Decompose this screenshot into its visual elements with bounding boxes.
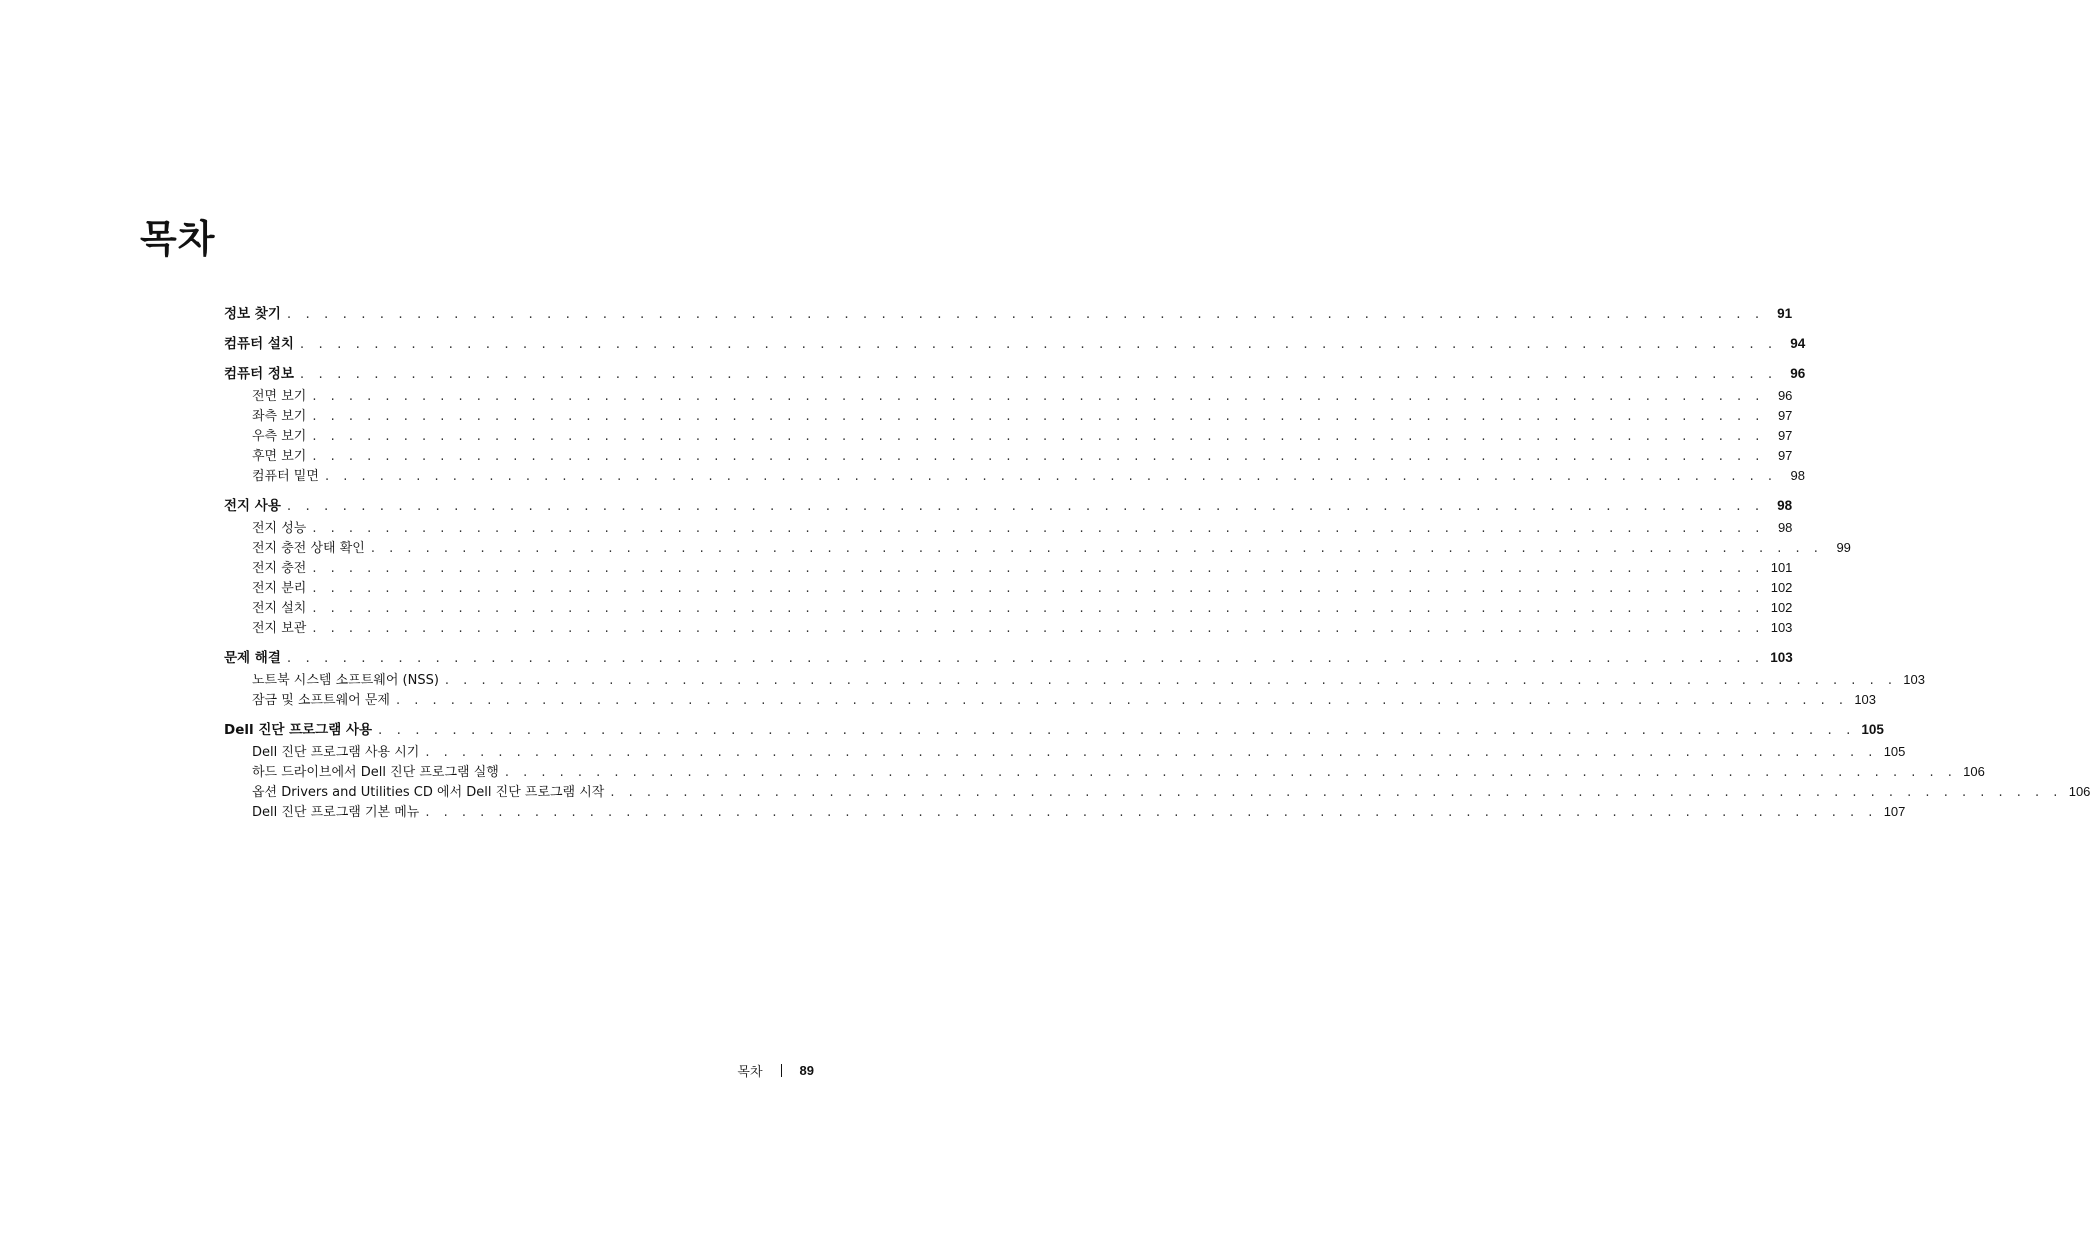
toc-section	[224, 334, 1806, 354]
dot-leader: . . . . . . . . . . . . . . . . . . . . . . . . . . . . . . . . . . . . . . . . . . . . . . . . . . . . . . . . . . . . . . . . . . . . . . . . . . . . . . . .	[312, 521, 1765, 536]
dot-leader: . . . . . . . . . . . . . . . . . . . . . . . . . . . . . . . . . . . . . . . . . . . . . . . . . . . . . . . . . . . . . . . . . . . . . . . . . . . . . . . .	[312, 389, 1765, 404]
toc-entry-page-number: 101	[1770, 560, 1793, 575]
toc-subsection-entry[interactable]	[224, 598, 1793, 618]
toc-subsection-entry[interactable]	[224, 406, 1793, 426]
toc-entry-label: 전지 설치	[252, 601, 307, 616]
footer-separator	[781, 1064, 782, 1077]
toc-entry-page-number: 103	[1770, 650, 1793, 665]
page-title: 목차	[140, 217, 216, 261]
toc-entry-label: 후면 보기	[252, 449, 307, 464]
toc-entry-label: 전면 보기	[252, 389, 307, 404]
toc-entry-label: 전지 충전 상태 확인	[252, 541, 365, 556]
toc-entry-label: 우측 보기	[252, 429, 307, 444]
footer-label: 목차	[737, 1065, 763, 1080]
toc-entry-page-number: 103	[1854, 692, 1877, 707]
toc-entry-page-number: 97	[1777, 408, 1793, 423]
dot-leader: . . . . . . . . . . . . . . . . . . . . . . . . . . . . . . . . . . . . . . . . . . . . . . . . . . . . . . . . . . . . . . . . . . . . . . . . . . . . . . . .	[312, 621, 1765, 636]
toc-section-entry[interactable]	[224, 496, 1793, 516]
toc-entry-label: 전지 분리	[252, 581, 307, 596]
toc-entry-page-number: 96	[1777, 388, 1793, 403]
toc-entry-page-number: 97	[1777, 428, 1793, 443]
toc-section-entry[interactable]	[224, 304, 1793, 324]
toc-entry-page-number: 107	[1883, 804, 1906, 819]
toc-subsection-entry[interactable]	[224, 762, 1985, 782]
toc-subsection-entry[interactable]	[224, 782, 2090, 802]
toc-entry-label: 전지 보관	[252, 621, 307, 636]
dot-leader: . . . . . . . . . . . . . . . . . . . . . . . . . . . . . . . . . . . . . . . . . . . . . . . . . . . . . . . . . . . . . . . . . . . . . . . . . . . . . . . .	[378, 722, 1856, 738]
toc-subsection-entry[interactable]	[224, 742, 1906, 762]
toc-subsection-entry[interactable]	[224, 578, 1793, 598]
toc-entry-page-number: 105	[1883, 744, 1906, 759]
dot-leader: . . . . . . . . . . . . . . . . . . . . . . . . . . . . . . . . . . . . . . . . . . . . . . . . . . . . . . . . . . . . . . . . . . . . . . . . . . . . . . . .	[444, 673, 1897, 688]
toc-entry-page-number: 98	[1790, 468, 1805, 483]
toc-entry-page-number: 102	[1770, 580, 1793, 595]
dot-leader: . . . . . . . . . . . . . . . . . . . . . . . . . . . . . . . . . . . . . . . . . . . . . . . . . . . . . . . . . . . . . . . . . . . . . . . . . . . . . . . .	[324, 469, 1777, 484]
toc-entry-label: 하드 드라이브에서 Dell 진단 프로그램 실행	[252, 765, 499, 780]
toc-entry-page-number: 98	[1777, 520, 1793, 535]
toc-entry-label: 옵션 Drivers and Utilities CD 에서 Dell 진단 프로그램 시작	[252, 785, 605, 800]
dot-leader: . . . . . . . . . . . . . . . . . . . . . . . . . . . . . . . . . . . . . . . . . . . . . . . . . . . . . . . . . . . . . . . . . . . . . . . . . . . . . . . .	[312, 581, 1765, 596]
toc-subsection-entry[interactable]	[224, 386, 1793, 406]
page-number: 89	[799, 1063, 814, 1078]
dot-leader: . . . . . . . . . . . . . . . . . . . . . . . . . . . . . . . . . . . . . . . . . . . . . . . . . . . . . . . . . . . . . . . . . . . . . . . . . . . . . . . .	[610, 785, 2063, 800]
toc-section	[224, 648, 1925, 710]
toc-subsection-entry[interactable]	[224, 802, 1906, 822]
toc-section-entry[interactable]	[224, 720, 1884, 740]
toc-entry-label: 잠금 및 소프트웨어 문제	[252, 693, 390, 708]
dot-leader: . . . . . . . . . . . . . . . . . . . . . . . . . . . . . . . . . . . . . . . . . . . . . . . . . . . . . . . . . . . . . . . . . . . . . . . . . . . . . . . .	[286, 306, 1765, 322]
toc-entry-label: Dell 진단 프로그램 사용 시기	[252, 745, 420, 760]
dot-leader: . . . . . . . . . . . . . . . . . . . . . . . . . . . . . . . . . . . . . . . . . . . . . . . . . . . . . . . . . . . . . . . . . . . . . . . . . . . . . . . .	[425, 805, 1878, 820]
toc-subsection-entry[interactable]	[224, 518, 1793, 538]
toc-entry-label: 컴퓨터 설치	[224, 336, 294, 352]
toc-subsection-entry[interactable]	[224, 446, 1793, 466]
table-of-contents	[224, 304, 2090, 832]
toc-section	[224, 496, 1851, 638]
toc-entry-page-number: 105	[1861, 722, 1884, 737]
dot-leader: . . . . . . . . . . . . . . . . . . . . . . . . . . . . . . . . . . . . . . . . . . . . . . . . . . . . . . . . . . . . . . . . . . . . . . . . . . . . . . . .	[312, 561, 1765, 576]
dot-leader: . . . . . . . . . . . . . . . . . . . . . . . . . . . . . . . . . . . . . . . . . . . . . . . . . . . . . . . . . . . . . . . . . . . . . . . . . . . . . . . .	[299, 366, 1778, 382]
dot-leader: . . . . . . . . . . . . . . . . . . . . . . . . . . . . . . . . . . . . . . . . . . . . . . . . . . . . . . . . . . . . . . . . . . . . . . . . . . . . . . . .	[312, 429, 1765, 444]
toc-subsection-entry[interactable]	[224, 538, 1851, 558]
toc-entry-page-number: 99	[1836, 540, 1851, 555]
toc-entry-page-number: 97	[1777, 448, 1793, 463]
dot-leader: . . . . . . . . . . . . . . . . . . . . . . . . . . . . . . . . . . . . . . . . . . . . . . . . . . . . . . . . . . . . . . . . . . . . . . . . . . . . . . . .	[504, 765, 1957, 780]
toc-entry-page-number: 102	[1770, 600, 1793, 615]
toc-subsection-entry[interactable]	[224, 558, 1793, 578]
toc-entry-label: 노트북 시스템 소프트웨어 (NSS)	[252, 673, 439, 688]
toc-entry-label: 문제 해결	[224, 650, 281, 666]
dot-leader: . . . . . . . . . . . . . . . . . . . . . . . . . . . . . . . . . . . . . . . . . . . . . . . . . . . . . . . . . . . . . . . . . . . . . . . . . . . . . . . .	[299, 336, 1778, 352]
toc-entry-label: 정보 찾기	[224, 306, 281, 322]
toc-section-entry[interactable]	[224, 364, 1806, 384]
toc-entry-page-number: 98	[1777, 498, 1793, 513]
toc-entry-page-number: 103	[1770, 620, 1793, 635]
dot-leader: . . . . . . . . . . . . . . . . . . . . . . . . . . . . . . . . . . . . . . . . . . . . . . . . . . . . . . . . . . . . . . . . . . . . . . . . . . . . . . . .	[425, 745, 1878, 760]
toc-entry-page-number: 91	[1777, 306, 1793, 321]
toc-entry-page-number: 106	[2068, 784, 2090, 799]
dot-leader: . . . . . . . . . . . . . . . . . . . . . . . . . . . . . . . . . . . . . . . . . . . . . . . . . . . . . . . . . . . . . . . . . . . . . . . . . . . . . . . .	[312, 449, 1765, 464]
toc-entry-page-number: 96	[1790, 366, 1806, 381]
toc-entry-label: 전지 충전	[252, 561, 307, 576]
dot-leader: . . . . . . . . . . . . . . . . . . . . . . . . . . . . . . . . . . . . . . . . . . . . . . . . . . . . . . . . . . . . . . . . . . . . . . . . . . . . . . . .	[395, 693, 1849, 708]
dot-leader: . . . . . . . . . . . . . . . . . . . . . . . . . . . . . . . . . . . . . . . . . . . . . . . . . . . . . . . . . . . . . . . . . . . . . . . . . . . . . . . .	[312, 409, 1765, 424]
toc-section-entry[interactable]	[224, 334, 1806, 354]
toc-subsection-entry[interactable]	[224, 426, 1793, 446]
toc-subsection-entry[interactable]	[224, 618, 1793, 638]
toc-entry-label: 좌측 보기	[252, 409, 307, 424]
page-footer	[700, 1061, 814, 1080]
toc-entry-label: 컴퓨터 정보	[224, 366, 294, 382]
toc-entry-label: 컴퓨터 밑면	[252, 469, 319, 484]
toc-subsection-entry[interactable]	[224, 670, 1925, 690]
toc-subsection-entry[interactable]	[224, 466, 1805, 486]
toc-subsection-entry[interactable]	[224, 690, 1877, 710]
dot-leader: . . . . . . . . . . . . . . . . . . . . . . . . . . . . . . . . . . . . . . . . . . . . . . . . . . . . . . . . . . . . . . . . . . . . . . . . . . . . . . . .	[286, 650, 1765, 666]
dot-leader: . . . . . . . . . . . . . . . . . . . . . . . . . . . . . . . . . . . . . . . . . . . . . . . . . . . . . . . . . . . . . . . . . . . . . . . . . . . . . . . .	[370, 541, 1823, 556]
dot-leader: . . . . . . . . . . . . . . . . . . . . . . . . . . . . . . . . . . . . . . . . . . . . . . . . . . . . . . . . . . . . . . . . . . . . . . . . . . . . . . . .	[286, 498, 1765, 514]
toc-entry-page-number: 94	[1790, 336, 1806, 351]
toc-entry-page-number: 106	[1963, 764, 1985, 779]
toc-section	[224, 304, 1793, 324]
toc-section	[224, 720, 2090, 822]
dot-leader: . . . . . . . . . . . . . . . . . . . . . . . . . . . . . . . . . . . . . . . . . . . . . . . . . . . . . . . . . . . . . . . . . . . . . . . . . . . . . . . .	[312, 601, 1765, 616]
toc-entry-page-number: 103	[1903, 672, 1925, 687]
toc-entry-label: Dell 진단 프로그램 사용	[224, 722, 373, 738]
toc-entry-label: 전지 성능	[252, 521, 307, 536]
toc-section	[224, 364, 1806, 486]
toc-entry-label: 전지 사용	[224, 498, 281, 514]
toc-entry-label: Dell 진단 프로그램 기본 메뉴	[252, 805, 420, 820]
toc-section-entry[interactable]	[224, 648, 1793, 668]
